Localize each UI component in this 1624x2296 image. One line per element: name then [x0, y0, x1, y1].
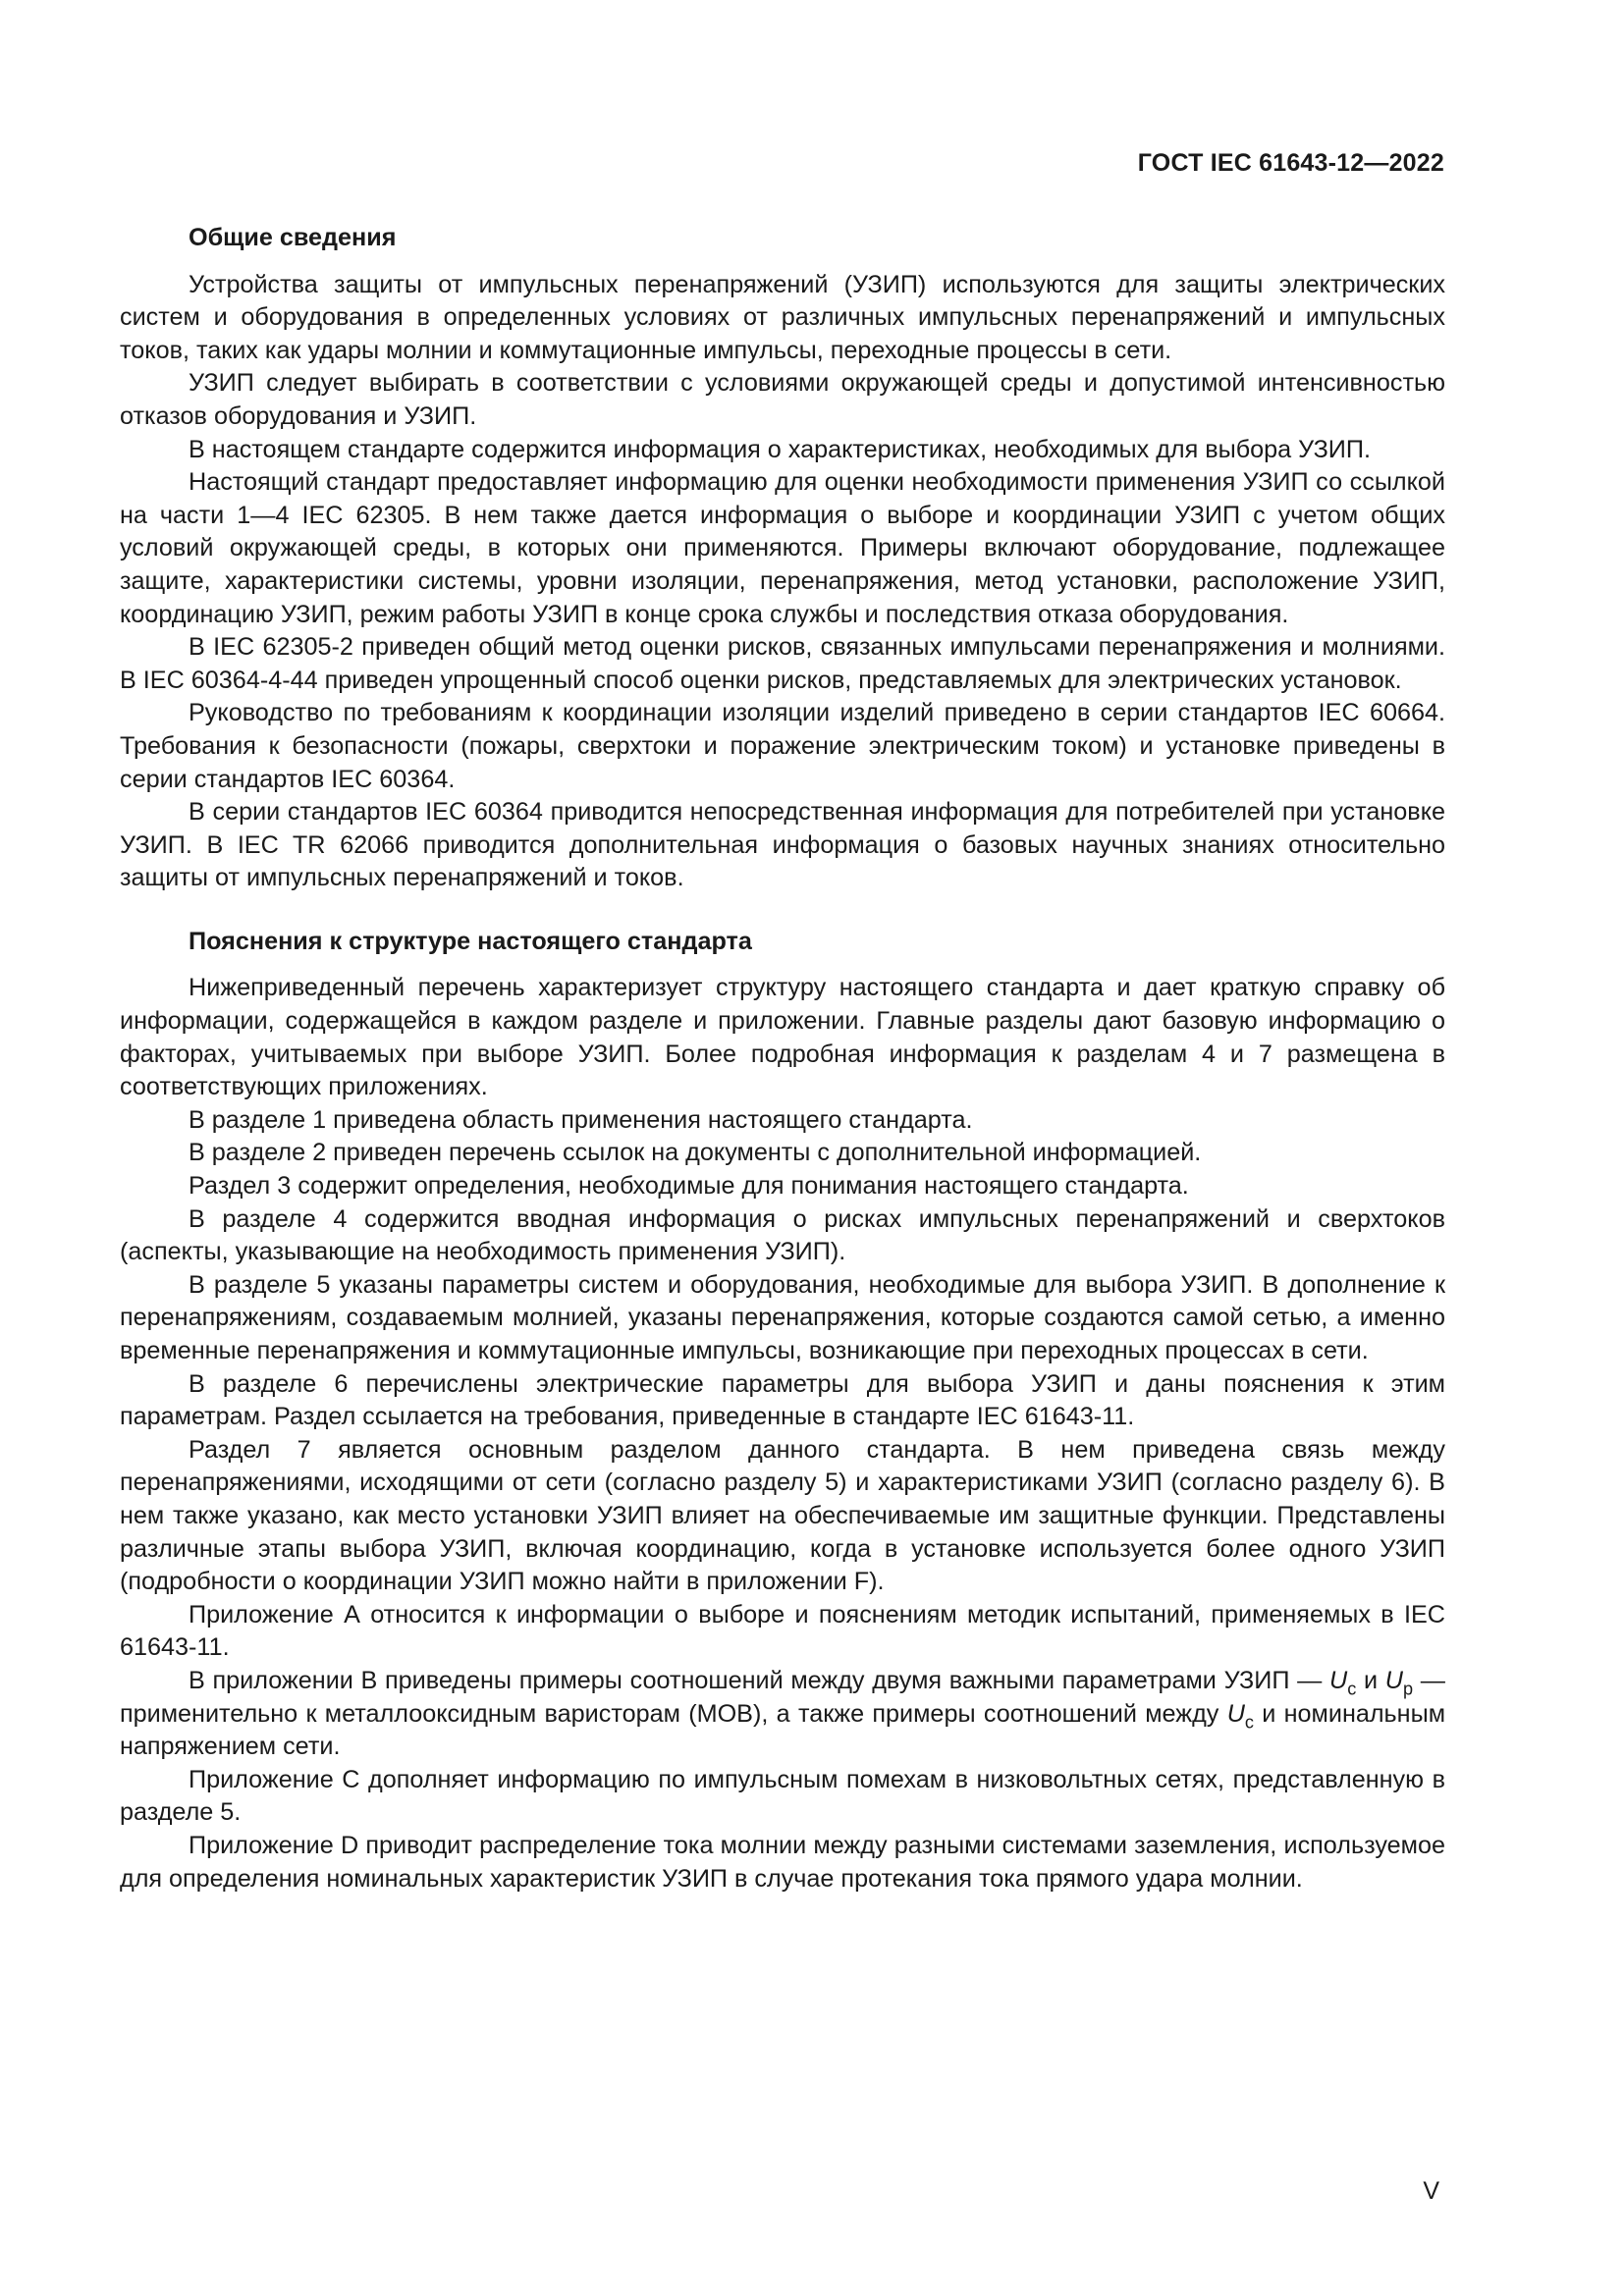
uc-subscript: c: [1347, 1679, 1357, 1699]
page-number: V: [1423, 2177, 1439, 2205]
document-header: ГОСТ IEC 61643-12—2022: [1137, 149, 1444, 177]
paragraph: Приложение D приводит распределение тока молнии между разными системами заземления, используемое для определения номинальных характеристик УЗИП в случае протекания тока прямого удара молнии.: [120, 1831, 1445, 1893]
up-subscript: p: [1403, 1679, 1414, 1699]
paragraph: В IEC 62305-2 приведен общий метод оценки рисков, связанных импульсами перенапряжения и молниями. В IEC 60364-4-44 приведен упрощенный способ оценки рисков, представляемых для электрических установок.: [120, 633, 1445, 694]
paragraph: Настоящий стандарт предоставляет информацию для оценки необходимости применения УЗИП со ссылкой на части 1—4 IEC 62305. В нем также дается информация о выборе и координации УЗИП с учетом общих условий окружающей среды, в которых они применяются. Примеры включают оборудование, подлежащее защите, характеристики системы, уровни изоляции, перенапряжения, метод установки, расположение УЗИП, координацию УЗИП, режим работы УЗИП в конце срока службы и последствия отказа оборудования.: [120, 468, 1445, 628]
uc-variable: U: [1329, 1666, 1348, 1694]
section-heading-structure: Пояснения к структуре настоящего стандарта: [189, 927, 752, 955]
paragraph: Руководство по требованиям к координации изоляции изделий приведено в серии стандартов IEC 60664. Требования к безопасности (пожары, сверхтоки и поражение электрическим током) и установке приведены в серии стандартов IEC 60364.: [120, 699, 1445, 793]
paragraph: В серии стандартов IEC 60364 приводится непосредственная информация для потребителей при установке УЗИП. В IEC TR 62066 приводится дополнительная информация о базовых научных знаниях относительно защиты от импульсных перенапряжений и токов.: [120, 798, 1445, 892]
paragraph-annex-b: [120, 1665, 1445, 1764]
text-span: и: [1356, 1666, 1385, 1694]
text-span: и номинальным напряжением сети.: [120, 1699, 1446, 1761]
paragraph: В разделе 4 содержится вводная информация о рисках импульсных перенапряжений и сверхтоков (аспекты, указывающие на необходимость применения УЗИП).: [120, 1204, 1445, 1266]
uc-subscript: c: [1244, 1711, 1254, 1732]
paragraph: В разделе 1 приведена область применения настоящего стандарта.: [189, 1105, 973, 1134]
section-heading-general: Общие сведения: [189, 224, 397, 251]
paragraph: УЗИП следует выбирать в соответствии с условиями окружающей среды и допустимой интенсивностью отказов оборудования и УЗИП.: [120, 369, 1445, 430]
text-span: В приложении В приведены примеры соотношений между двумя важными параметрами УЗИП —: [189, 1666, 1330, 1694]
paragraph: Раздел 7 является основным разделом данного стандарта. В нем приведена связь между перенапряжениями, исходящими от сети (согласно разделу 5) и характеристиками УЗИП (согласно разделу 6). В нем также указано, как место установки УЗИП влияет на обеспечиваемые им защитные функции. Представлены различные этапы выбора УЗИП, включая координацию, когда в установке используется более одного УЗИП (подробности о координации УЗИП можно найти в приложении F).: [120, 1435, 1445, 1596]
paragraph: В разделе 6 перечислены электрические параметры для выбора УЗИП и даны пояснения к этим параметрам. Раздел ссылается на требования, приведенные в стандарте IEC 61643-11.: [120, 1369, 1445, 1431]
paragraph: Раздел 3 содержит определения, необходимые для понимания настоящего стандарта.: [189, 1172, 1189, 1201]
paragraph: В разделе 2 приведен перечень ссылок на документы с дополнительной информацией.: [189, 1139, 1202, 1167]
paragraph: В разделе 5 указаны параметры систем и оборудования, необходимые для выбора УЗИП. В дополнение к перенапряжениям, создаваемым молнией, указаны перенапряжения, которые создаются самой сетью, а именно временные перенапряжения и коммутационные импульсы, возникающие при переходных процессах в сети.: [120, 1270, 1445, 1364]
paragraph: Приложение А относится к информации о выборе и пояснениям методик испытаний, применяемых в IEC 61643-11.: [120, 1600, 1445, 1662]
paragraph: Нижеприведенный перечень характеризует структуру настоящего стандарта и дает краткую справку об информации, содержащейся в каждом разделе и приложении. Главные разделы дают базовую информацию о факторах, учитываемых при выборе УЗИП. Более подробная информация к разделам 4 и 7 размещена в соответствующих приложениях.: [120, 974, 1445, 1101]
text-span: — применительно к металлооксидным варисторам (МОВ), а также примеры соотношений между: [120, 1666, 1445, 1728]
paragraph: Устройства защиты от импульсных перенапряжений (УЗИП) используются для защиты электрических систем и оборудования в определенных условиях от различных импульсных перенапряжений и импульсных токов, таких как удары молнии и коммутационные импульсы, переходные процессы в сети.: [120, 270, 1445, 364]
uc-variable: U: [1226, 1699, 1245, 1728]
document-body: [120, 222, 1445, 1896]
up-variable: U: [1384, 1666, 1403, 1694]
paragraph: Приложение С дополняет информацию по импульсным помехам в низковольтных сетях, представленную в разделе 5.: [120, 1765, 1445, 1827]
paragraph: В настоящем стандарте содержится информация о характеристиках, необходимых для выбора УЗИП.: [189, 435, 1372, 463]
